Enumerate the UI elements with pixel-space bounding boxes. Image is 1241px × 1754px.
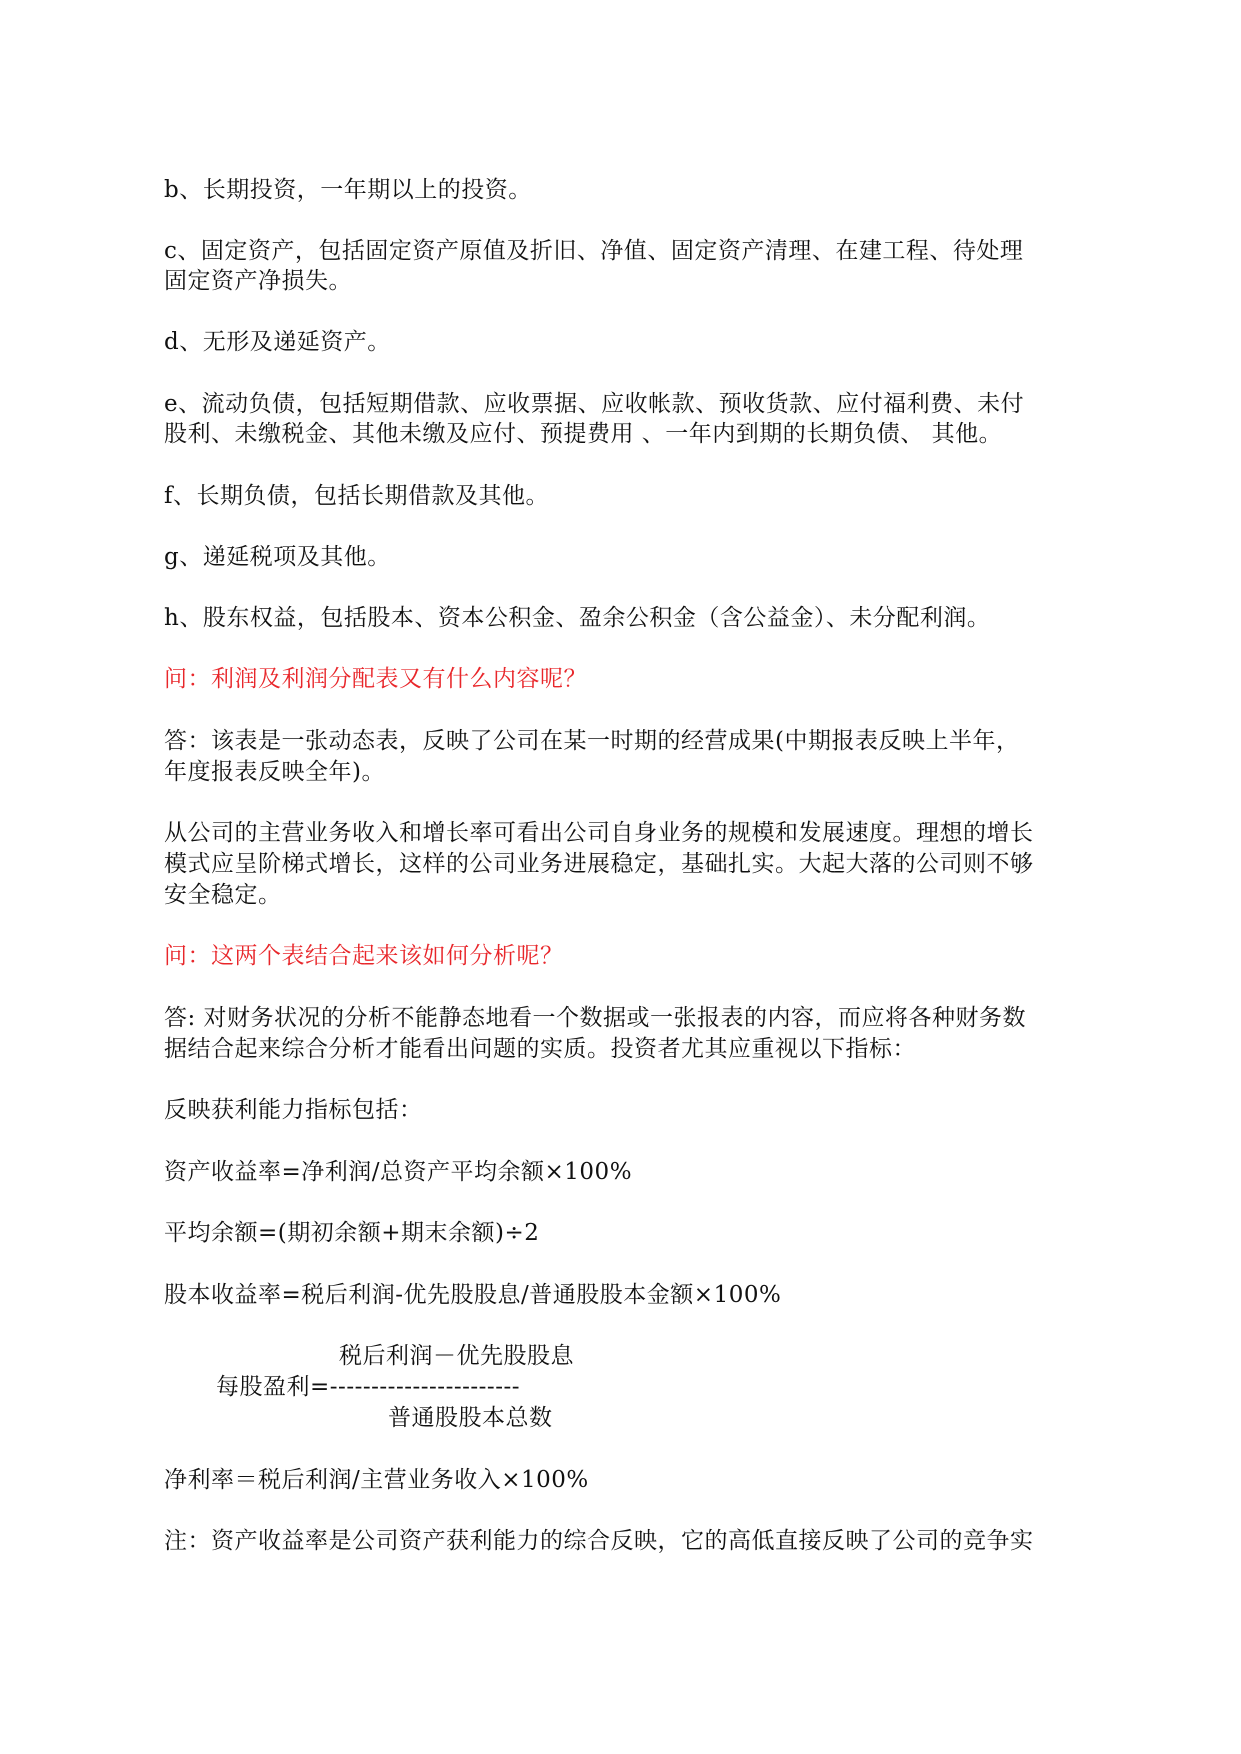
item-h: h、股东权益，包括股本、资本公积金、盈余公积金（含公益金）、未分配利润。	[164, 605, 991, 631]
paragraph-growth-line3: 安全稳定。	[164, 882, 282, 908]
paragraph-growth-line1: 从公司的主营业务收入和增长率可看出公司自身业务的规模和发展速度。理想的增长	[164, 820, 1034, 846]
question-1: 问：利润及利润分配表又有什么内容呢？	[164, 666, 587, 692]
formula-roe: 股本收益率=税后利润-优先股股息/普通股股本金额×100%	[164, 1282, 782, 1308]
answer-2-line1: 答: 对财务状况的分析不能静态地看一个数据或一张报表的内容，而应将各种财务数	[164, 1005, 1027, 1031]
item-f: f、长期负债，包括长期借款及其他。	[164, 483, 550, 509]
item-g: g、递延税项及其他。	[164, 544, 391, 570]
eps-denominator: 普通股股本总数	[388, 1405, 553, 1431]
question-2: 问：这两个表结合起来该如何分析呢？	[164, 943, 564, 969]
item-c-line1: c、固定资产，包括固定资产原值及折旧、净值、固定资产清理、在建工程、待处理	[164, 238, 1024, 264]
answer-1-line2: 年度报表反映全年)。	[164, 759, 385, 785]
item-e-line2: 股利、未缴税金、其他未缴及应付、预提费用 、一年内到期的长期负债、 其他。	[164, 421, 1003, 447]
formula-average-balance: 平均余额=(期初余额+期末余额)÷2	[164, 1220, 540, 1246]
formula-net-margin: 净利率＝税后利润/主营业务收入×100%	[164, 1467, 589, 1493]
profit-indicators-heading: 反映获利能力指标包括：	[164, 1097, 423, 1123]
item-d: d、无形及递延资产。	[164, 329, 391, 355]
paragraph-growth-line2: 模式应呈阶梯式增长，这样的公司业务进展稳定，基础扎实。大起大落的公司则不够	[164, 851, 1034, 877]
answer-2-line2: 据结合起来综合分析才能看出问题的实质。投资者尤其应重视以下指标：	[164, 1036, 916, 1062]
formula-roa: 资产收益率=净利润/总资产平均余额×100%	[164, 1159, 633, 1185]
eps-fraction-line: 每股盈利=-----------------------	[216, 1374, 521, 1400]
item-b: b、长期投资，一年期以上的投资。	[164, 177, 532, 203]
note-roa: 注：资产收益率是公司资产获利能力的综合反映，它的高低直接反映了公司的竞争实	[164, 1528, 1034, 1554]
document-page	[164, 0, 1072, 1754]
eps-numerator: 税后利润－优先股股息	[339, 1343, 574, 1369]
item-c-line2: 固定资产净损失。	[164, 268, 352, 294]
item-e-line1: e、流动负债，包括短期借款、应收票据、应收帐款、预收货款、应付福利费、未付	[164, 391, 1025, 417]
answer-1-line1: 答：该表是一张动态表，反映了公司在某一时期的经营成果(中期报表反映上半年，	[164, 728, 1020, 754]
